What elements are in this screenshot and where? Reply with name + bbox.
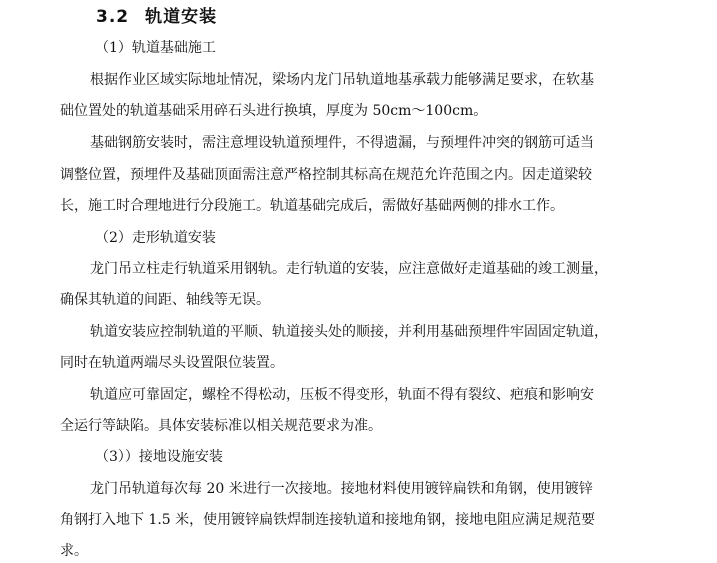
paragraph-line: 础位置处的轨道基础采用碎石头进行换填，厚度为 50cm～100cm。 [60,103,488,119]
subheading-running-track: （2）走形轨道安装 [95,230,216,246]
paragraph-line: 长，施工时合理地进行分段施工。轨道基础完成后，需做好基础两侧的排水工作。 [60,198,564,214]
subheading-grounding: （3））接地设施安装 [95,449,223,465]
paragraph-line: 根据作业区域实际地址情况，梁场内龙门吊轨道地基承载力能够满足要求，在软基 [90,72,594,88]
paragraph-line: 轨道应可靠固定，螺栓不得松动，压板不得变形，轨面不得有裂纹、疤痕和影响安 [90,387,594,403]
paragraph-line: 求。 [60,543,88,559]
section-title: 轨道安装 [145,7,218,27]
section-heading [96,2,217,27]
paragraph-line: 调整位置，预埋件及基础顶面需注意严格控制其标高在规范允许范围之内。因走道梁较 [60,167,592,183]
paragraph-line: 确保其轨道的间距、轴线等无误。 [60,292,270,308]
subheading-foundation: （1）轨道基础施工 [95,40,216,56]
paragraph-line: 角钢打入地下 1.5 米，使用镀锌扁铁焊制连接轨道和接地角钢，接地电阻应满足规范要 [60,512,596,528]
paragraph-line: 全运行等缺陷。具体安装标准以相关规范要求为准。 [60,418,382,434]
paragraph-line: 轨道安装应控制轨道的平顺、轨道接头处的顺接，并利用基础预埋件牢固固定轨道， [90,324,608,340]
section-number: 3.2 [96,7,130,27]
paragraph-line: 龙门吊立柱走行轨道采用钢轨。走行轨道的安装，应注意做好走道基础的竣工测量， [90,261,608,277]
paragraph-line: 基础钢筋安装时，需注意埋设轨道预埋件，不得遗漏，与预埋件冲突的钢筋可适当 [90,135,594,151]
paragraph-line: 同时在轨道两端尽头设置限位装置。 [60,355,284,371]
paragraph-line: 龙门吊轨道每次每 20 米进行一次接地。接地材料使用镀锌扁铁和角钢，使用镀锌 [90,481,593,497]
